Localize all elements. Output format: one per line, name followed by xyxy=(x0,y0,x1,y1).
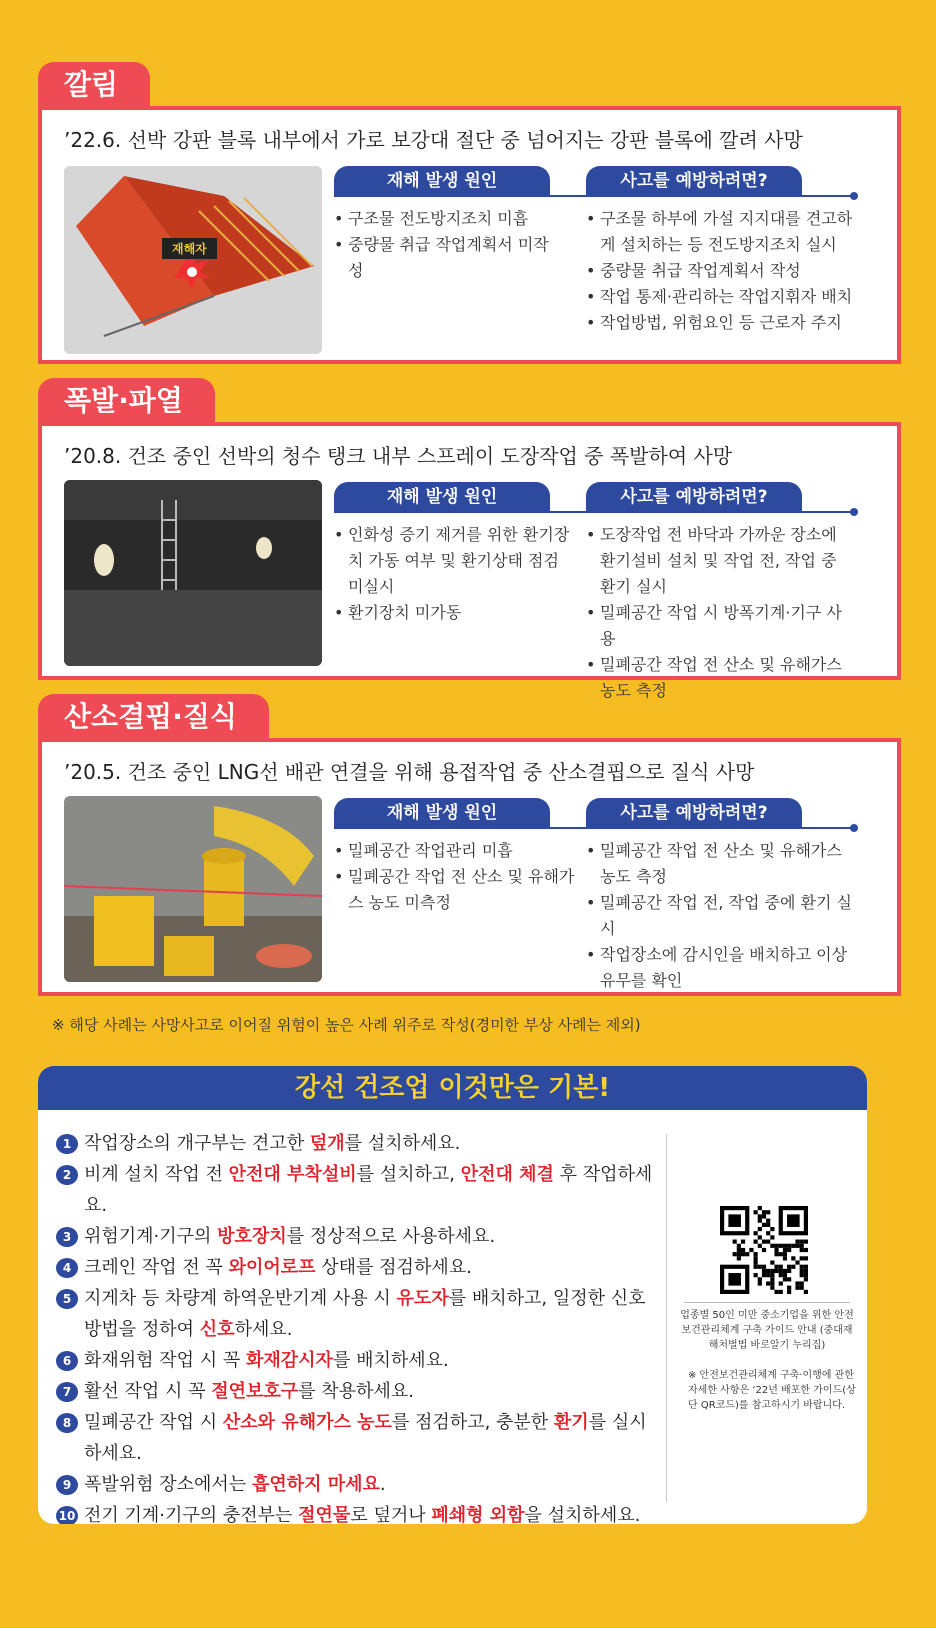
list-item: • 중량물 취급 작업계획서 작성 xyxy=(586,258,856,284)
rule-item xyxy=(56,1407,656,1469)
cause-header: 재해 발생 원인 xyxy=(334,166,550,196)
rule-number: 5 xyxy=(56,1289,78,1309)
rule-number: 9 xyxy=(56,1475,78,1495)
case-tab: 산소결핍·질식 xyxy=(38,694,269,740)
prevent-list xyxy=(586,206,856,336)
rules-list xyxy=(56,1128,656,1524)
rule-text-part: 활선 작업 시 꼭 xyxy=(84,1381,212,1402)
rule-item xyxy=(56,1283,656,1345)
case-tab: 폭발·파열 xyxy=(38,378,215,424)
highlight-text: 절연물 xyxy=(298,1505,351,1524)
prevent-list xyxy=(586,522,856,704)
collapsed-block-illustration xyxy=(64,166,322,354)
cause-header: 재해 발생 원인 xyxy=(334,798,550,828)
rule-text xyxy=(84,1376,414,1407)
divider xyxy=(666,1134,667,1502)
list-item: • 환기장치 미가동 xyxy=(334,600,574,626)
highlight-text: 덮개 xyxy=(309,1133,345,1154)
highlight-text: 환기 xyxy=(553,1412,589,1433)
prevent-column xyxy=(586,166,856,336)
prevent-list xyxy=(586,838,856,994)
qr-caption: 업종별 50인 미만 중소기업을 위한 안전보건관리체계 구축 가이드 안내 (중대재해처벌법 바로알기 누리집) xyxy=(680,1310,854,1351)
case-card xyxy=(38,738,901,996)
rule-text-part: 를 배치하세요. xyxy=(332,1350,449,1371)
list-item: • 구조물 전도방지조치 미흡 xyxy=(334,206,550,232)
list-item: • 밀폐공간 작업 전 산소 및 유해가스 농도 미측정 xyxy=(334,864,578,916)
prevent-header: 사고를 예방하려면? xyxy=(586,166,802,196)
rule-text xyxy=(84,1407,656,1469)
rule-text-part: 크레인 작업 전 꼭 xyxy=(84,1257,229,1278)
rule-number: 3 xyxy=(56,1227,78,1247)
highlight-text: 유도자 xyxy=(396,1288,449,1309)
tank-interior-photo xyxy=(64,480,322,666)
rule-text-part: 를 설치하고, xyxy=(356,1164,461,1185)
highlight-text: 산소와 유해가스 농도 xyxy=(222,1412,392,1433)
rule-number: 8 xyxy=(56,1413,78,1433)
highlight-text: 신호 xyxy=(199,1319,235,1340)
rule-text-part: 폭발위험 장소에서는 xyxy=(84,1474,252,1495)
cause-list xyxy=(334,522,574,626)
rule-text-part: 를 실시하세요. xyxy=(84,1412,647,1464)
cause-column xyxy=(334,166,550,284)
divider xyxy=(684,1302,850,1303)
rule-text-part: 비계 설치 작업 전 xyxy=(84,1164,229,1185)
qr-note: ※ 안전보건관리체계 구축·이행에 관한 자세한 사항은 ‘22년 배포한 가이드(상단 QR코드)를 참고하시기 바랍니다. xyxy=(688,1370,856,1411)
rule-item xyxy=(56,1159,656,1221)
list-item: • 밀폐공간 작업관리 미흡 xyxy=(334,838,578,864)
list-item: • 중량물 취급 작업계획서 미작성 xyxy=(334,232,550,284)
rule-item xyxy=(56,1376,656,1407)
list-item: • 작업 통제·관리하는 작업지휘자 배치 xyxy=(586,284,856,310)
rule-text xyxy=(84,1252,472,1283)
cause-column xyxy=(334,482,574,626)
rule-item xyxy=(56,1221,656,1252)
rule-text-part: 로 덮거나 xyxy=(350,1505,432,1524)
rule-item xyxy=(56,1469,656,1500)
highlight-text: 안전대 부착설비 xyxy=(228,1164,357,1185)
case-photo xyxy=(64,166,322,354)
list-item: • 밀폐공간 작업 시 방폭기계·기구 사용 xyxy=(586,600,856,652)
rule-text xyxy=(84,1159,656,1221)
rule-number: 1 xyxy=(56,1134,78,1154)
highlight-text: 폐쇄형 외함 xyxy=(431,1505,525,1524)
highlight-text: 방호장치 xyxy=(217,1226,287,1247)
rule-text-part: 하세요. xyxy=(234,1319,293,1340)
rule-item xyxy=(56,1345,656,1376)
rule-text-part: 후 작업하세요. xyxy=(84,1164,653,1216)
highlight-text: 절연보호구 xyxy=(211,1381,299,1402)
prevent-header: 사고를 예방하려면? xyxy=(586,798,802,828)
rule-number: 6 xyxy=(56,1351,78,1371)
rule-text xyxy=(84,1345,449,1376)
rule-text xyxy=(84,1221,495,1252)
list-item: • 구조물 하부에 가설 지지대를 견고하게 설치하는 등 전도방지조치 실시 xyxy=(586,206,856,258)
highlight-text: 화재감시자 xyxy=(246,1350,333,1371)
case-card xyxy=(38,106,901,364)
rule-number: 7 xyxy=(56,1382,78,1402)
basics-title: 강선 건조업 이것만은 기본! xyxy=(38,1066,867,1110)
victim-label: 재해자 xyxy=(162,238,217,259)
rule-text-part: 를 착용하세요. xyxy=(298,1381,414,1402)
case-photo xyxy=(64,480,322,666)
rule-item xyxy=(56,1128,656,1159)
rule-text-part: 지게차 등 차량계 하역운반기계 사용 시 xyxy=(84,1288,397,1309)
rule-number: 2 xyxy=(56,1165,78,1185)
footnote: ※ 해당 사례는 사망사고로 이어질 위험이 높은 사례 위주로 작성(경미한 부상 사례는 제외) xyxy=(52,1016,641,1034)
rule-text-part: 상태를 점검하세요. xyxy=(315,1257,472,1278)
case-title: ’20.8. 건조 중인 선박의 청수 탱크 내부 스프레이 도장작업 중 폭발하여 사망 xyxy=(64,444,733,468)
rule-text-part: 를 점검하고, 충분한 xyxy=(391,1412,554,1433)
rule-text-part: 를 설치하세요. xyxy=(344,1133,461,1154)
cause-list xyxy=(334,206,550,284)
rule-text-part: 을 설치하세요. xyxy=(524,1505,641,1524)
highlight-text: 와이어로프 xyxy=(228,1257,316,1278)
case-tab: 깔림 xyxy=(38,62,150,108)
highlight-text: 흡연하지 마세요 xyxy=(251,1474,380,1495)
duct-worksite-photo xyxy=(64,796,322,982)
rule-text-part: 작업장소의 개구부는 견고한 xyxy=(84,1133,310,1154)
list-item: • 인화성 증기 제거를 위한 환기장치 가동 여부 및 환기상태 점검 미실시 xyxy=(334,522,574,600)
list-item: • 작업방법, 위험요인 등 근로자 주지 xyxy=(586,310,856,336)
cause-header: 재해 발생 원인 xyxy=(334,482,550,512)
list-item: • 밀폐공간 작업 전, 작업 중에 환기 실시 xyxy=(586,890,856,942)
case-title: ’22.6. 선박 강판 블록 내부에서 가로 보강대 절단 중 넘어지는 강판 블록에 깔려 사망 xyxy=(64,128,803,152)
rule-text-part: . xyxy=(379,1474,386,1495)
rule-text-part: 를 정상적으로 사용하세요. xyxy=(286,1226,496,1247)
rule-text xyxy=(84,1469,386,1500)
prevent-header: 사고를 예방하려면? xyxy=(586,482,802,512)
rule-text-part: 화재위험 작업 시 꼭 xyxy=(84,1350,246,1371)
highlight-text: 안전대 체결 xyxy=(460,1164,554,1185)
basics-panel xyxy=(38,1066,867,1524)
case-card xyxy=(38,422,901,700)
list-item: • 도장작업 전 바닥과 가까운 장소에 환기설비 설치 및 작업 전, 작업 중 환기 실시 xyxy=(586,522,856,600)
cause-column xyxy=(334,798,578,916)
prevent-column xyxy=(586,482,856,704)
list-item: • 작업장소에 감시인을 배치하고 이상 유무를 확인 xyxy=(586,942,856,994)
prevent-column xyxy=(586,798,856,994)
list-item: • 밀폐공간 작업 전 산소 및 유해가스 농도 측정 xyxy=(586,838,856,890)
rule-text-part: 위험기계·기구의 xyxy=(84,1226,218,1247)
cause-list xyxy=(334,838,578,916)
rule-number: 10 xyxy=(56,1506,78,1524)
rule-text-part: 밀폐공간 작업 시 xyxy=(84,1412,223,1433)
list-item: • 밀폐공간 작업 전 산소 및 유해가스 농도 측정 xyxy=(586,652,856,704)
rule-item xyxy=(56,1252,656,1283)
rule-text-part: 전기 기계·기구의 충전부는 xyxy=(84,1505,299,1524)
rule-text xyxy=(84,1128,460,1159)
rule-text xyxy=(84,1500,640,1524)
rule-text-part: 를 배치하고, 일정한 신호방법을 정하여 xyxy=(84,1288,646,1340)
case-title: ’20.5. 건조 중인 LNG선 배관 연결을 위해 용접작업 중 산소결핍으로 질식 사망 xyxy=(64,760,755,784)
qr-code-icon[interactable] xyxy=(720,1206,808,1294)
case-photo xyxy=(64,796,322,982)
rule-number: 4 xyxy=(56,1258,78,1278)
rule-text xyxy=(84,1283,656,1345)
rule-item xyxy=(56,1500,656,1524)
